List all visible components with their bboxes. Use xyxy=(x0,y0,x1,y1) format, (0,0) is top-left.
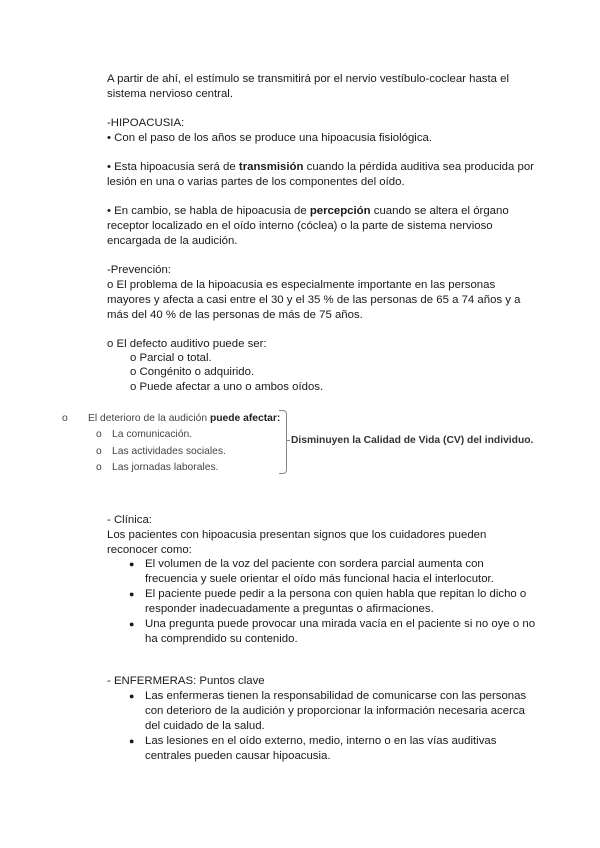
list-item: responder inadecuadamente a preguntas o afirmaciones. xyxy=(145,603,434,615)
bullet-line: • En cambio, se habla de hipoacusia de percepción cuando se altera el órgano xyxy=(107,205,509,217)
bullet-line: lesión en una o varias partes de los componentes del oído. xyxy=(107,176,405,188)
bold-term-transmision: transmisión xyxy=(238,161,304,173)
bullet-icon: ● xyxy=(129,691,135,701)
image-conclusion: Disminuyen la Calidad de Vida (CV) del individuo. xyxy=(291,435,534,446)
bullet-line: encargada de la audición. xyxy=(107,235,238,247)
paragraph-line: o El problema de la hipoacusia es especialmente importante en las personas xyxy=(107,279,496,291)
paragraph-line: mayores y afecta a casi entre el 30 y el 35 % de las personas de 65 a 74 años y a xyxy=(107,294,521,306)
image-sub-marker: o xyxy=(96,462,102,473)
bullet-icon: ● xyxy=(129,736,135,746)
list-item: o Congénito o adquirido. xyxy=(130,366,255,378)
list-item: o Puede afectar a uno o ambos oídos. xyxy=(130,381,324,393)
paragraph-line: reconocer como: xyxy=(107,544,192,556)
list-item: Las enfermeras tienen la responsabilidad de comunicarse con las personas xyxy=(145,690,527,702)
bullet-icon: ● xyxy=(129,559,135,569)
image-list-item: Las jornadas laborales. xyxy=(112,462,219,473)
embedded-image-audicion xyxy=(60,408,534,478)
list-item: Una pregunta puede provocar una mirada vacía en el paciente si no oye o no xyxy=(145,618,536,630)
list-item: centrales pueden causar hipoacusia. xyxy=(145,750,331,762)
list-item: del cuidado de la salud. xyxy=(145,720,265,732)
image-sub-marker: o xyxy=(96,446,102,457)
bold-term-percepcion: percepción xyxy=(309,205,371,217)
bullet-line: receptor localizado en el oído interno (cóclea) o la parte de sistema nervioso xyxy=(107,220,493,232)
list-item: con deterioro de la audición y proporcionar la información necesaria acerca xyxy=(145,705,525,717)
paragraph-line: más del 40 % de las personas de más de 75 años. xyxy=(107,309,363,321)
image-title: El deterioro de la audición puede afectar: xyxy=(88,413,281,424)
section-heading-prevencion: -Prevención: xyxy=(107,264,171,276)
bullet-line: • Con el paso de los años se produce una hipoacusia fisiológica. xyxy=(107,132,433,144)
image-sub-marker: o xyxy=(96,429,102,440)
bullet-line: • Esta hipoacusia será de transmisión cuando la pérdida auditiva sea producida por xyxy=(107,161,534,173)
list-item: El volumen de la voz del paciente con sordera parcial aumenta con xyxy=(145,558,484,570)
brace-divider xyxy=(279,410,287,474)
section-heading-enfermeras: - ENFERMERAS: Puntos clave xyxy=(107,675,265,687)
image-list-item: Las actividades sociales. xyxy=(112,446,226,457)
image-marker: o xyxy=(62,413,68,424)
section-heading-clinica: - Clínica: xyxy=(107,514,152,526)
brace-tip xyxy=(286,440,290,441)
bullet-icon: ● xyxy=(129,619,135,629)
paragraph-line: Los pacientes con hipoacusia presentan signos que los cuidadores pueden xyxy=(107,529,487,541)
paragraph-line: sistema nervioso central. xyxy=(107,88,233,100)
list-item: frecuencia y suele orientar el oído más funcional hacia el interlocutor. xyxy=(145,573,494,585)
bullet-icon: ● xyxy=(129,589,135,599)
paragraph-line: o El defecto auditivo puede ser: xyxy=(107,338,267,350)
list-item: o Parcial o total. xyxy=(130,352,212,364)
image-list-item: La comunicación. xyxy=(112,429,193,440)
list-item: Las lesiones en el oído externo, medio, interno o en las vías auditivas xyxy=(145,735,497,747)
list-item: ha comprendido su contenido. xyxy=(145,633,298,645)
section-heading-hipoacusia: -HIPOACUSIA: xyxy=(107,117,185,129)
paragraph-line: A partir de ahí, el estímulo se transmitirá por el nervio vestíbulo-coclear hasta el xyxy=(107,73,510,85)
list-item: El paciente puede pedir a la persona con quien habla que repitan lo dicho o xyxy=(145,588,527,600)
